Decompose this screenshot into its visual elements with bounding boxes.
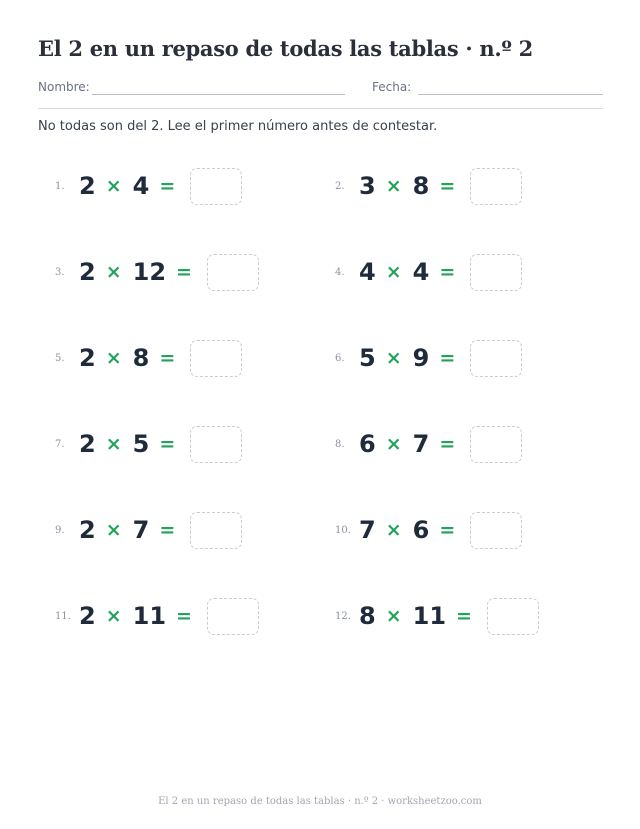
answer-box[interactable] xyxy=(207,598,259,635)
page-footer: El 2 en un repaso de todas las tablas · n.º 2 · worksheetzoo.com xyxy=(158,796,482,807)
problem-number: 5. xyxy=(55,352,65,364)
equals-sign: = xyxy=(439,347,456,369)
times-sign: × xyxy=(385,519,402,541)
answer-box[interactable] xyxy=(190,426,242,463)
first-factor: 2 xyxy=(79,172,96,200)
times-sign: × xyxy=(105,433,122,455)
times-sign: × xyxy=(385,347,402,369)
answer-box[interactable] xyxy=(190,340,242,377)
problem-number: 3. xyxy=(55,266,65,278)
problem-6 xyxy=(335,338,522,378)
equals-sign: = xyxy=(456,605,472,627)
problem-1 xyxy=(55,166,242,206)
name-field[interactable] xyxy=(92,94,345,95)
problem-number: 6. xyxy=(335,352,345,364)
equals-sign: = xyxy=(439,175,456,197)
problem-9 xyxy=(55,510,242,550)
times-sign: × xyxy=(385,175,402,197)
name-label: Nombre: xyxy=(38,80,90,94)
problem-12 xyxy=(335,596,539,636)
second-factor: 5 xyxy=(132,430,150,458)
instructions: No todas son del 2. Lee el primer número antes de contestar. xyxy=(38,119,438,134)
date-field[interactable] xyxy=(418,94,603,95)
second-factor: 8 xyxy=(412,172,430,200)
equals-sign: = xyxy=(439,433,456,455)
second-factor: 11 xyxy=(412,602,447,630)
problem-3 xyxy=(55,252,259,292)
second-factor: 11 xyxy=(132,602,167,630)
first-factor: 8 xyxy=(359,602,376,630)
problem-number: 12. xyxy=(335,610,351,622)
answer-box[interactable] xyxy=(470,168,522,205)
answer-box[interactable] xyxy=(207,254,259,291)
times-sign: × xyxy=(105,347,122,369)
times-sign: × xyxy=(105,175,122,197)
equals-sign: = xyxy=(159,519,176,541)
problem-number: 2. xyxy=(335,180,345,192)
date-label: Fecha: xyxy=(372,80,412,94)
equals-sign: = xyxy=(439,261,456,283)
times-sign: × xyxy=(385,433,402,455)
problem-7 xyxy=(55,424,242,464)
equals-sign: = xyxy=(176,605,192,627)
answer-box[interactable] xyxy=(470,426,522,463)
equals-sign: = xyxy=(159,433,176,455)
second-factor: 12 xyxy=(132,258,167,286)
answer-box[interactable] xyxy=(190,512,242,549)
second-factor: 4 xyxy=(132,172,150,200)
times-sign: × xyxy=(385,261,402,283)
first-factor: 2 xyxy=(79,430,96,458)
problem-8 xyxy=(335,424,522,464)
first-factor: 5 xyxy=(359,344,376,372)
times-sign: × xyxy=(105,519,122,541)
problem-5 xyxy=(55,338,242,378)
equals-sign: = xyxy=(159,347,176,369)
problem-4 xyxy=(335,252,522,292)
first-factor: 7 xyxy=(359,516,376,544)
problem-number: 7. xyxy=(55,438,65,450)
second-factor: 9 xyxy=(412,344,430,372)
first-factor: 3 xyxy=(359,172,376,200)
second-factor: 6 xyxy=(412,516,430,544)
times-sign: × xyxy=(385,605,402,627)
second-factor: 8 xyxy=(132,344,150,372)
times-sign: × xyxy=(105,261,122,283)
problem-number: 8. xyxy=(335,438,345,450)
first-factor: 4 xyxy=(359,258,376,286)
name-date-row xyxy=(38,80,603,109)
second-factor: 4 xyxy=(412,258,430,286)
problem-number: 10. xyxy=(335,524,351,536)
answer-box[interactable] xyxy=(470,512,522,549)
problem-number: 9. xyxy=(55,524,65,536)
second-factor: 7 xyxy=(132,516,150,544)
answer-box[interactable] xyxy=(470,254,522,291)
problem-10 xyxy=(335,510,522,550)
second-factor: 7 xyxy=(412,430,430,458)
problem-2 xyxy=(335,166,522,206)
equals-sign: = xyxy=(159,175,176,197)
answer-box[interactable] xyxy=(470,340,522,377)
problem-number: 1. xyxy=(55,180,65,192)
worksheet-title: El 2 en un repaso de todas las tablas · n.º 2 xyxy=(38,36,533,61)
first-factor: 2 xyxy=(79,258,96,286)
problem-11 xyxy=(55,596,259,636)
first-factor: 2 xyxy=(79,516,96,544)
problem-number: 4. xyxy=(335,266,345,278)
first-factor: 6 xyxy=(359,430,376,458)
times-sign: × xyxy=(105,605,122,627)
first-factor: 2 xyxy=(79,344,96,372)
equals-sign: = xyxy=(176,261,192,283)
first-factor: 2 xyxy=(79,602,96,630)
answer-box[interactable] xyxy=(487,598,539,635)
problem-number: 11. xyxy=(55,610,71,622)
equals-sign: = xyxy=(439,519,456,541)
answer-box[interactable] xyxy=(190,168,242,205)
